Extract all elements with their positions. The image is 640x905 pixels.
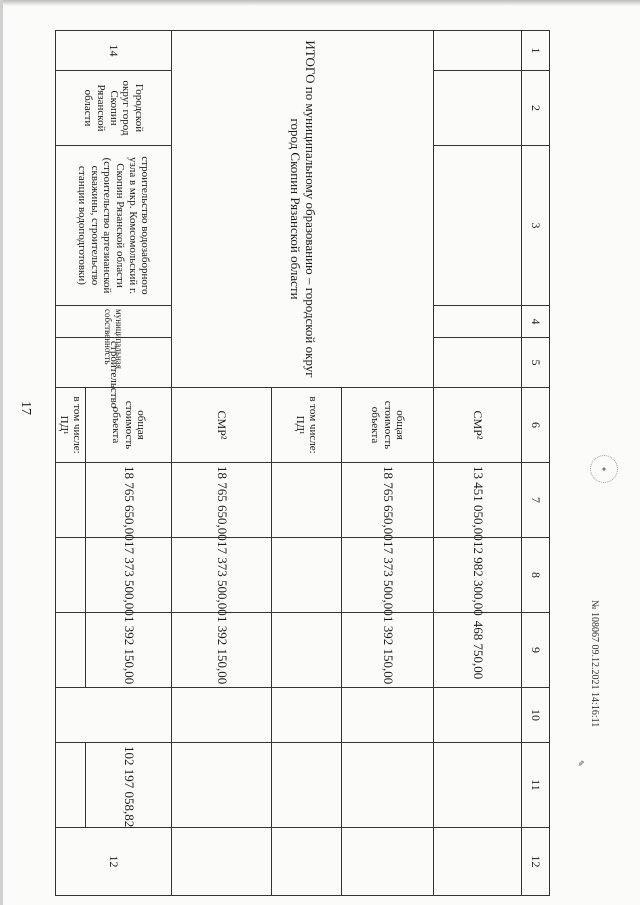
cell-pd-label: в том числе: ПД¹ bbox=[55, 388, 85, 463]
register-table bbox=[55, 30, 550, 896]
cell-value: 18 765 650,00 bbox=[342, 463, 434, 538]
stamp-mark: ✦ bbox=[590, 455, 618, 483]
cell-value: 1 392 150,00 bbox=[86, 613, 172, 688]
cell-item-number: 14 bbox=[55, 31, 171, 71]
cell-ownership: муниципальная собственность bbox=[55, 306, 171, 338]
col-num-1: 1 bbox=[522, 31, 550, 71]
handwritten-mark: ✎ bbox=[576, 760, 585, 767]
col-num-8: 8 bbox=[522, 538, 550, 613]
scan-edge-left bbox=[0, 0, 3, 905]
col-num-9: 9 bbox=[522, 613, 550, 688]
col-num-2: 2 bbox=[522, 71, 550, 146]
table-row-total bbox=[342, 31, 434, 896]
cell-value: 12 982 300,00 bbox=[434, 538, 522, 613]
column-number-row bbox=[522, 31, 550, 896]
col-num-3: 3 bbox=[522, 146, 550, 306]
table-row-item-14 bbox=[86, 31, 172, 896]
page-number: 17 bbox=[18, 401, 33, 415]
cell-value: 17 373 500,00 bbox=[86, 538, 172, 613]
cell-value: 1 392 150,00 bbox=[342, 613, 434, 688]
cell-col12: 12 bbox=[55, 828, 171, 896]
col-num-4: 4 bbox=[522, 306, 550, 338]
cell-object-name: строительство водозаборного узла в мкр. Комсомольский г. Скопин Рязанской области (строительство артезианской скважины, строительство станции водоподготовки) bbox=[55, 146, 171, 306]
cell-municipality: Городской округ город Скопин Рязанской области bbox=[55, 71, 171, 146]
cell-value: 102 197 058,82 bbox=[86, 743, 172, 828]
col-num-12: 12 bbox=[522, 828, 550, 896]
cell-pd-label: в том числе: ПД¹ bbox=[272, 388, 342, 463]
cell-smr-label: СМР² bbox=[172, 388, 272, 463]
col-num-5: 5 bbox=[522, 338, 550, 388]
cell-value: 13 451 050,00 bbox=[434, 463, 522, 538]
total-label: ИТОГО по муниципальному образованию – городской округ город Скопин Рязанской области bbox=[172, 31, 434, 388]
cell-value: 1 392 150,00 bbox=[172, 613, 272, 688]
footer-doc-ref: № 108067 09.12.2021 14:16:11 bbox=[589, 600, 600, 728]
cell-value: 17 373 500,00 bbox=[172, 538, 272, 613]
cell-value: 18 765 650,00 bbox=[172, 463, 272, 538]
cell-value: 468 750,00 bbox=[434, 613, 522, 688]
cell-total-cost-label: общая стоимость объекта bbox=[342, 388, 434, 463]
cell-total-cost-label: общая стоимость объекта bbox=[86, 388, 172, 463]
rotated-table-wrapper bbox=[60, 30, 550, 895]
scan-edge bbox=[0, 0, 640, 6]
col-num-6: 6 bbox=[522, 388, 550, 463]
col-num-10: 10 bbox=[522, 688, 550, 743]
cell-smr-label: СМР² bbox=[434, 388, 522, 463]
table-row bbox=[434, 31, 522, 896]
col-num-11: 11 bbox=[522, 743, 550, 828]
cell-value: 17 373 500,00 bbox=[342, 538, 434, 613]
col-num-7: 7 bbox=[522, 463, 550, 538]
cell-value: 18 765 650,00 bbox=[86, 463, 172, 538]
cell-work-type: строительство bbox=[55, 338, 171, 388]
